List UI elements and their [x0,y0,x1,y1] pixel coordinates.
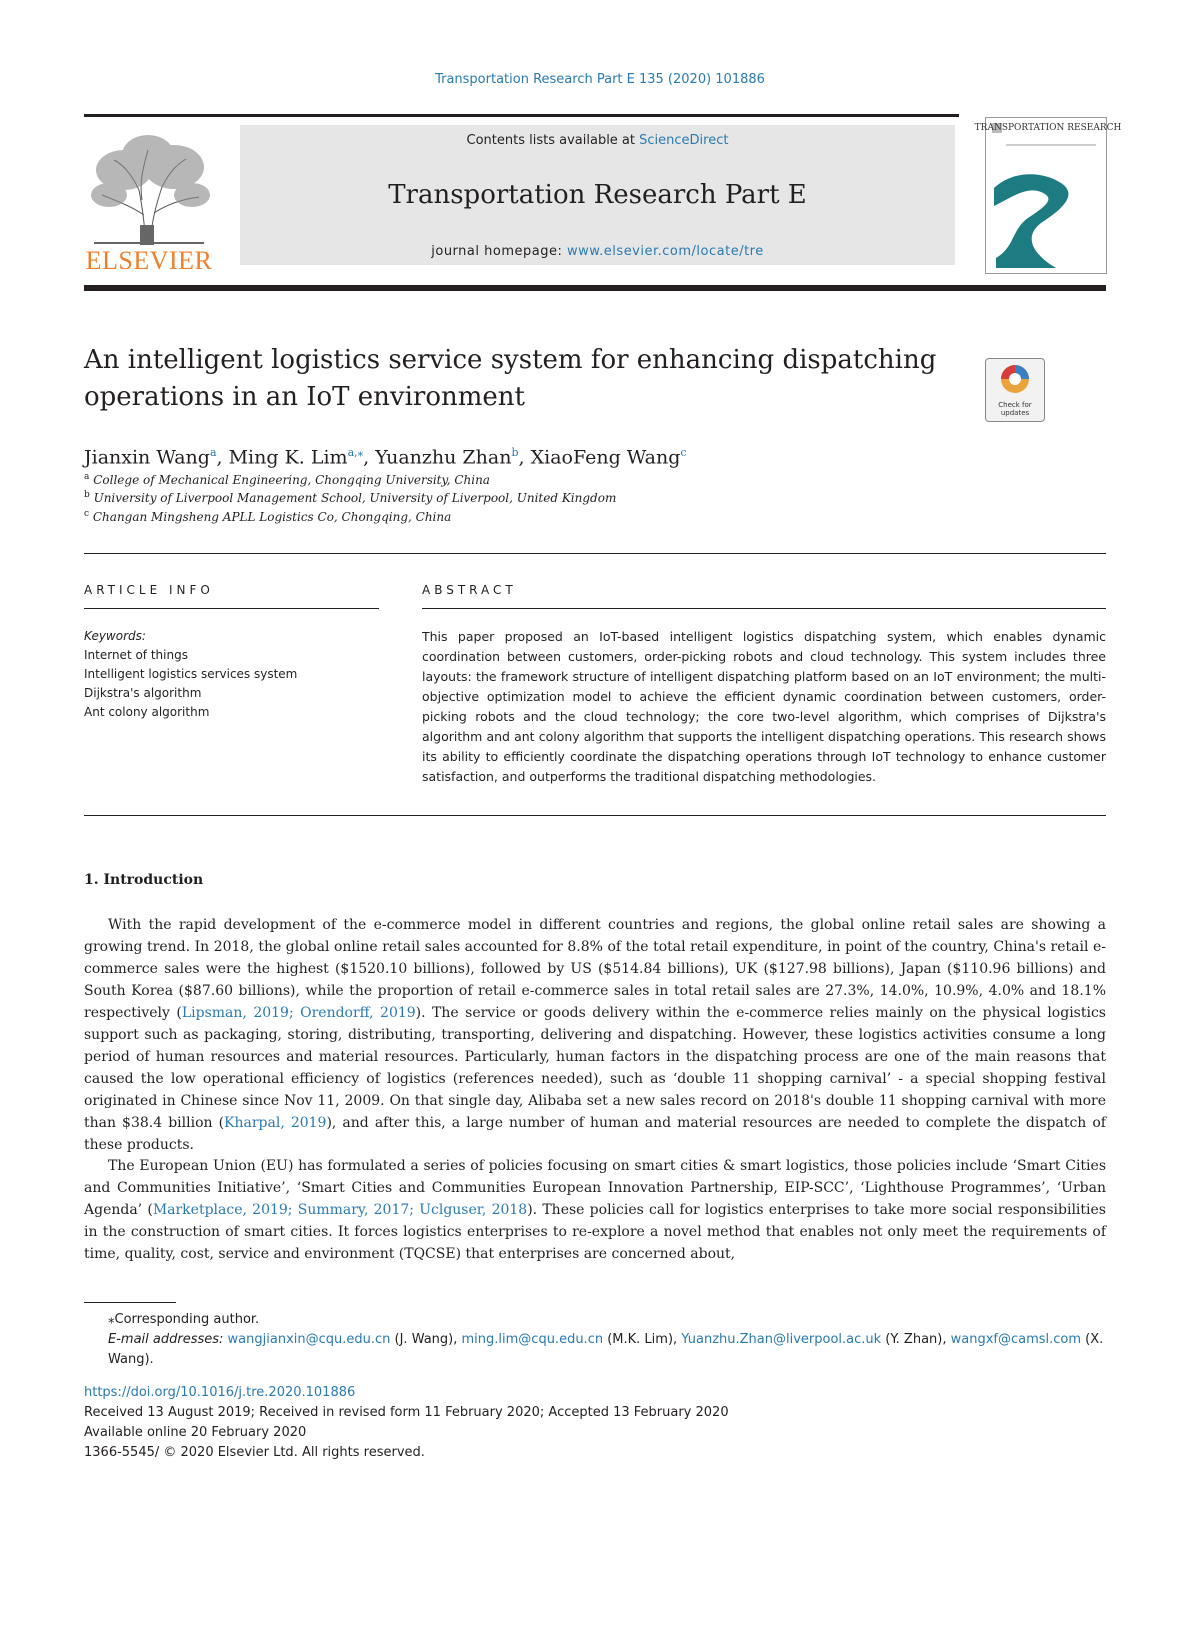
affiliation-text: University of Liverpool Management School, University of Liverpool, United Kingdom [93,491,617,505]
citation-link[interactable]: Lipsman, 2019; Orendorff, 2019 [181,1005,416,1021]
journal-citation[interactable]: Transportation Research Part E 135 (2020) 101886 [435,72,765,87]
affiliation-rule [84,553,1106,554]
paragraph-text: With the rapid development of the e-commerce model in different countries and regions, the global online retail sales are showing a growing trend. In 2018, the global online retail sales accounted for 8.8% of the total retail expenditure, in point of the country, China's retail e-commerce sales were the highest ($1520.10 billions), followed by US ($514.84 billions), UK ($127.98 billions), Japan ($110.96 billions) and South Korea ($87.60 billions), while the proportion of retail e-commerce sales in total retail sales are 27.3%, 14.0%, 10.9%, 4.0% and 18.1% respectively ( [84,917,1106,1021]
journal-cover-thumbnail[interactable] [974,117,1122,274]
email-owner: (J. Wang), [390,1332,462,1347]
received-dates: Received 13 August 2019; Received in revised form 11 February 2020; Accepted 13 February 2020 [84,1405,729,1420]
author-name[interactable]: XiaoFeng Wang [530,446,681,469]
article-title: An intelligent logistics service system for enhancing dispatching operations in an IoT environment [84,345,937,412]
crossmark-label: Check for updates [998,401,1032,417]
elsevier-wordmark: ELSEVIER [85,246,213,275]
email-addresses [84,1330,1106,1370]
header-rule [84,114,959,117]
email-link[interactable]: Yuanzhu.Zhan@liverpool.ac.uk [681,1332,882,1347]
abstract-text: This paper proposed an IoT-based intelligent logistics dispatching system, which enables dynamic coordination between customers, order-picking robots and cloud technology. This system includes three layouts: the framework structure of intelligent dispatching platform based on an IoT environment; the multi-objective optimization model to achieve the efficient dynamic coordination between customers, order-picking robots and the cloud technology; the core two-level algorithm, which comprises of Dijkstra's algorithm and ant colony algorithm that supports the intelligent dispatching operations. This research shows its ability to efficiently coordinate the dispatching operations through IoT technology to enhance customer satisfaction, and outperforms the traditional dispatching methodologies. [422,629,1106,784]
abstract-end-rule [84,815,1106,816]
email-link[interactable]: ming.lim@cqu.edu.cn [461,1332,604,1347]
article-info-heading: ARTICLE INFO [84,583,214,597]
article-meta [84,1383,1106,1463]
homepage-prefix: journal homepage: [431,244,567,259]
email-owner: (M.K. Lim), [603,1332,682,1347]
body-paragraph [84,1155,1106,1265]
affiliation-sup: c [84,509,90,519]
affiliation [84,509,451,524]
footnote [84,1310,1106,1370]
body-paragraph [84,914,1106,1156]
affiliation-sup: b [84,490,90,500]
author-affil-sup[interactable]: a [209,446,217,459]
author-affil-sup[interactable]: c [680,446,687,459]
email-owner: (Y. Zhan), [881,1332,951,1347]
author-affil-sup[interactable]: b [511,446,519,459]
author-list: Jianxin Wang$^a$, Ming K. Lim$^{a,⁎}$, Yuanzhu Zhan$^b$, XiaoFeng Wang$^c$ [84,446,687,469]
author-name[interactable]: Yuanzhu Zhan [375,446,512,469]
sciencedirect-link[interactable]: ScienceDirect [639,133,729,148]
keyword-item: Ant colony algorithm [84,705,210,719]
keyword-item: Internet of things [84,648,188,662]
available-online: Available online 20 February 2020 [84,1425,307,1440]
author-name[interactable]: Jianxin Wang [84,446,210,469]
doi-link[interactable]: https://doi.org/10.1016/j.tre.2020.101886 [84,1385,356,1400]
affiliation-sup: a [84,472,90,482]
email-link[interactable]: wangxf@camsl.com [950,1332,1082,1347]
abstract-rule [422,608,1106,609]
email-link[interactable]: wangjianxin@cqu.edu.cn [227,1332,391,1347]
paragraph-text: ). These policies call for logistics enterprises to take more social responsibilities in the construction of smart cities. It forces logistics enterprises to re-explore a novel method that enables not only meet the requirements of time, quality, cost, service and environment (TQCSE) that enterprises are concerned about, [84,1202,1106,1262]
author-affil-sup[interactable]: a,⁎ [347,446,364,459]
masthead-rule [84,285,1106,291]
keywords-label: Keywords: [84,629,146,643]
affiliation-text: Changan Mingsheng APLL Logistics Co, Chongqing, China [92,510,452,524]
email-owner: (X. Wang). [108,1332,1104,1367]
journal-title: Transportation Research Part E [388,180,807,210]
article-info-rule [84,608,379,609]
affiliation-text: College of Mechanical Engineering, Chongqing University, China [93,473,490,487]
check-for-updates-badge[interactable] [985,358,1045,422]
email-label: E-mail addresses: [108,1332,228,1347]
section-heading: 1. Introduction [84,872,204,888]
corresponding-author-note: Corresponding author. [114,1312,260,1327]
keyword-item: Dijkstra's algorithm [84,686,202,700]
citation-link[interactable]: Kharpal, 2019 [224,1115,327,1131]
footnote-rule [84,1302,176,1303]
affiliation [84,472,490,487]
homepage-line [240,244,955,259]
paragraph-text: ), and after this, a large number of human and material resources are needed to complete the dispatch of these products. [84,1115,1106,1153]
homepage-link[interactable]: www.elsevier.com/locate/tre [566,244,764,259]
copyright: 1366-5545/ © 2020 Elsevier Ltd. All rights reserved. [84,1445,425,1460]
paragraph-text: The European Union (EU) has formulated a series of policies focusing on smart cities & smart logistics, those policies include ‘Smart Cities and Communities Initiative’, ‘Smart Cities and Communities European Innovation Partnership, EIP-SCC’, ‘Lighthouse Programmes’, ‘Urban Agenda’ ( [84,1158,1106,1218]
author-name[interactable]: Ming K. Lim [228,446,348,469]
contents-line [240,133,955,148]
abstract-heading: ABSTRACT [422,583,517,597]
affiliation [84,490,616,505]
keywords-block [84,627,384,722]
footnote-marker: ⁎ [108,1312,115,1327]
journal-cover-image [974,118,1122,273]
keyword-item: Intelligent logistics services system [84,667,298,681]
citation-link[interactable]: Marketplace, 2019; Summary, 2017; Uclguser, 2018 [152,1202,528,1218]
cover-title-text: TRANSPORTATION RESEARCH [974,123,1122,133]
contents-prefix: Contents lists available at [466,133,640,148]
crossmark-icon [986,359,1044,399]
paragraph-text: ). The service or goods delivery within the e-commerce relies mainly on the physical logistics support such as packaging, storing, distributing, transporting, delivering and dispatching. However, these logistics activities consume a long period of human resources and material resources. Particularly, human factors in the dispatching process are one of the main reasons that caused the low operational efficiency of logistics (references needed), such as ‘double 11 shopping carnival’ - a special shopping festival originated in Chinese since Nov 11, 2009. On that single day, Alibaba set a new sales record on 2018's double 11 shopping carnival with more than $38.4 billion ( [84,1005,1106,1131]
